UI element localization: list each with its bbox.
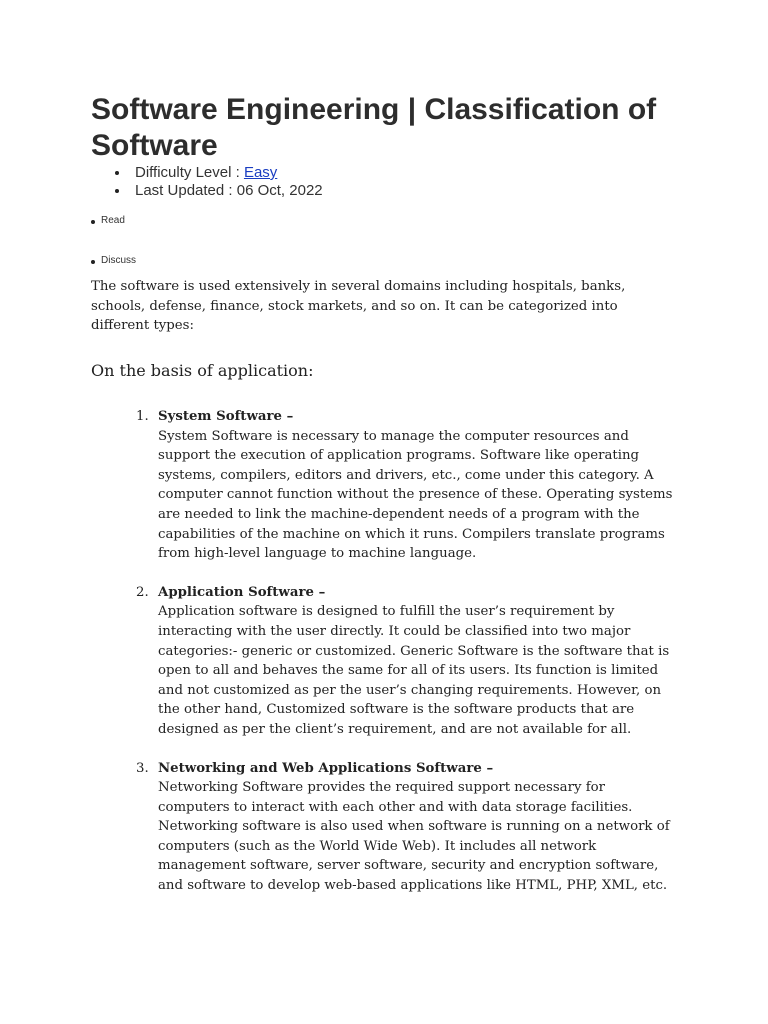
- difficulty-level: [115, 164, 323, 182]
- updated-label: Last Updated :: [135, 182, 233, 199]
- item-title: Application Software –: [158, 584, 326, 600]
- list-item: [136, 583, 676, 740]
- item-description: Networking Software provides the required support necessary for computers to interact with each other and with data storage facilities. Networking software is also used when software is running on a network of computers (such as the World Wide Web). It includes all network management software, server software, security and encryption software, and software to develop web-based applications like HTML, PHP, XML, etc.: [158, 780, 670, 894]
- updated-date: 06 Oct, 2022: [236, 182, 323, 199]
- difficulty-label: Difficulty Level :: [135, 164, 240, 181]
- list-item: [136, 407, 676, 564]
- last-updated: [115, 182, 323, 200]
- page-title: Software Engineering | Classification of Software: [91, 93, 657, 162]
- article-meta: [115, 164, 323, 200]
- difficulty-link[interactable]: Easy: [243, 164, 278, 181]
- classification-list: [136, 407, 676, 915]
- list-item: [136, 759, 676, 896]
- item-number: 1.: [136, 409, 149, 424]
- discuss-button[interactable]: [91, 255, 136, 267]
- intro-paragraph: The software is used extensively in several domains including hospitals, banks, schools, defense, finance, stock markets, and so on. It can be categorized into different types:: [91, 279, 626, 333]
- item-number: 2.: [136, 584, 149, 600]
- read-label: Read: [101, 215, 125, 226]
- item-number: 3.: [136, 760, 149, 776]
- item-title: System Software –: [158, 409, 294, 424]
- item-title: Networking and Web Applications Software –: [158, 760, 494, 776]
- read-button[interactable]: [91, 215, 125, 227]
- discuss-label: Discuss: [101, 255, 137, 266]
- item-description: Application software is designed to fulfill the user’s requirement by interacting with the user directly. It could be classified into two major categories:- generic or customized. Generic Software is the software that is open to all and behaves the same for all of its users. Its function is limited and not customized as per the user’s changing requirements. However, on the other hand, Customized software is the software products that are designed as per the client’s requirement, and are not available for all.: [158, 604, 670, 737]
- section-heading: On the basis of application:: [91, 361, 314, 380]
- item-description: System Software is necessary to manage the computer resources and support the execution of application programs. Software like operating systems, compilers, editors and drivers, etc., come under this category. A computer cannot function without the presence of these. Operating systems are needed to link the machine-dependent needs of a program with the capabilities of the machine on which it runs. Compilers translate programs from high-level language to machine language.: [158, 428, 673, 562]
